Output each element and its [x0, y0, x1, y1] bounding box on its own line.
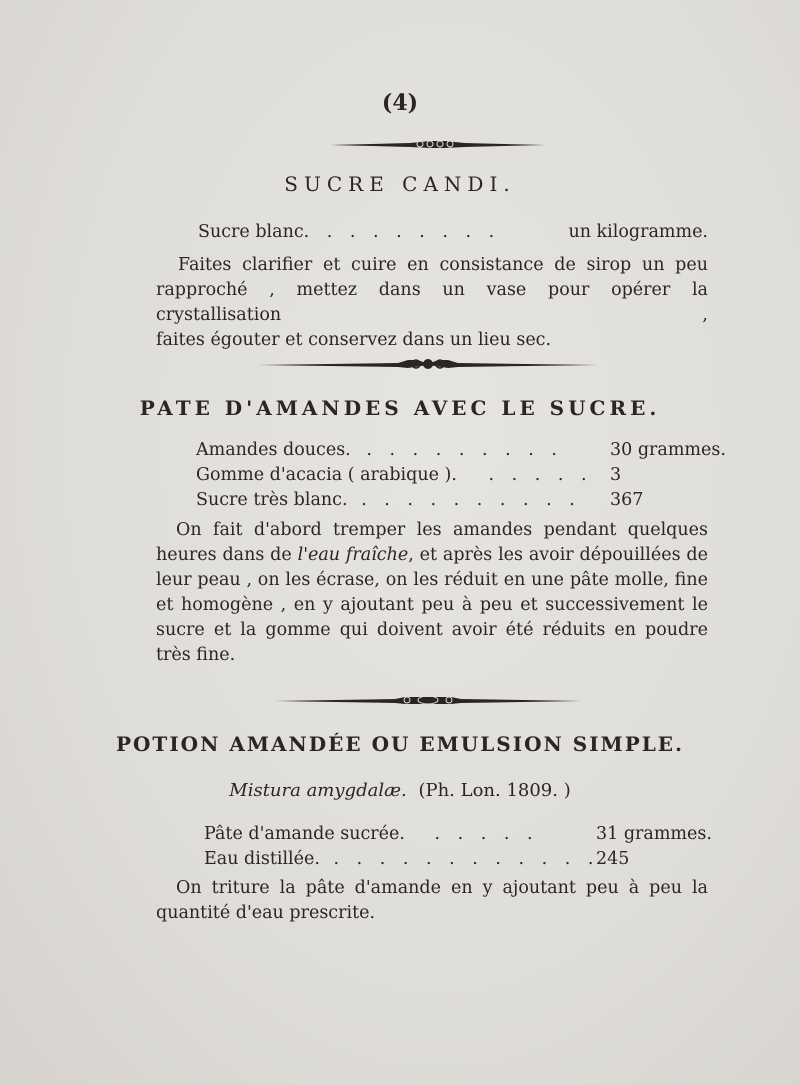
text-line: Faites clarifier et cuire en consistance de sirop un peu: [178, 255, 708, 275]
section-title-potion: POTION AMANDÉE OU EMULSION SIMPLE.: [115, 732, 685, 756]
ingredient-quantity: 245: [596, 849, 630, 869]
ingredient-quantity: 31 grammes.: [596, 824, 712, 844]
ingredient-quantity: 30 grammes.: [610, 440, 726, 460]
text-line: On triture la pâte d'amande en y ajoutant peu à peu la: [176, 878, 708, 898]
instructions-pate-amandes: [156, 518, 708, 668]
text-line: et homogène , en y ajoutant peu à peu et successivement le: [156, 595, 708, 615]
text-line: On fait d'abord tremper les amandes pendant quelques: [176, 520, 708, 540]
ingredient-quantity: 3: [610, 465, 622, 485]
latin-name: Mistura amygdalæ.: [229, 780, 407, 801]
ingredient-quantity: un kilogramme.: [568, 222, 708, 242]
latin-subtitle: [0, 780, 800, 801]
ingredient-name: Sucre très blanc.: [196, 490, 348, 510]
ingredient-name: Sucre blanc.: [198, 222, 310, 242]
ingredient-name: Eau distillée.: [204, 849, 320, 869]
leader-dots: . . . . .: [434, 824, 539, 844]
ornamental-rule-middle: [258, 358, 598, 370]
text-fragment: , et après les avoir dépouillées de: [408, 545, 708, 565]
instructions-sucre-candi: [156, 253, 708, 353]
ingredient-row: [204, 849, 704, 869]
leader-dots: . . . . . . . . . . . .: [333, 849, 600, 869]
text-line: très fine.: [156, 645, 236, 665]
ingredient-row: [204, 824, 712, 844]
ornamental-rule-lower: [275, 694, 581, 706]
leader-dots: . . . . . . . . .: [366, 440, 563, 460]
ornamental-rule-top: [330, 138, 545, 150]
text-line: quantité d'eau prescrite.: [156, 903, 376, 923]
leader-dots: . . . . . . . .: [326, 222, 501, 242]
ingredient-row: [196, 440, 726, 460]
leader-dots: . . . . . . . . . .: [361, 490, 581, 510]
text-line: sucre et la gomme qui doivent avoir été réduits en poudre: [156, 620, 708, 640]
italic-phrase: l'eau fraîche: [297, 545, 409, 565]
ingredient-name: Pâte d'amande sucrée.: [204, 824, 405, 844]
text-line: faites égouter et conservez dans un lieu sec.: [156, 330, 552, 350]
pharmacopoeia-reference: (Ph. Lon. 1809. ): [418, 780, 571, 801]
ingredient-quantity: 367: [610, 490, 644, 510]
page-number: (4): [381, 90, 419, 116]
text-line: rapproché , mettez dans un vase pour opérer la crystallisation ,: [156, 280, 708, 325]
text-fragment: heures dans de: [156, 545, 292, 565]
section-title-sucre-candi: SUCRE CANDI.: [284, 172, 516, 196]
ingredient-row: [196, 490, 680, 510]
text-line-mixed: [156, 543, 708, 568]
instructions-potion: [156, 876, 708, 926]
ingredient-name: Gomme d'acacia ( arabique ).: [196, 465, 457, 485]
ingredient-name: Amandes douces.: [196, 440, 351, 460]
text-line: leur peau , on les écrase, on les réduit en une pâte molle, fine: [156, 570, 708, 590]
ingredient-row: [196, 465, 680, 485]
ingredient-row: [198, 222, 708, 242]
section-title-pate-amandes: PATE D'AMANDES AVEC LE SUCRE.: [139, 396, 661, 420]
leader-dots: . . . . .: [488, 465, 593, 485]
